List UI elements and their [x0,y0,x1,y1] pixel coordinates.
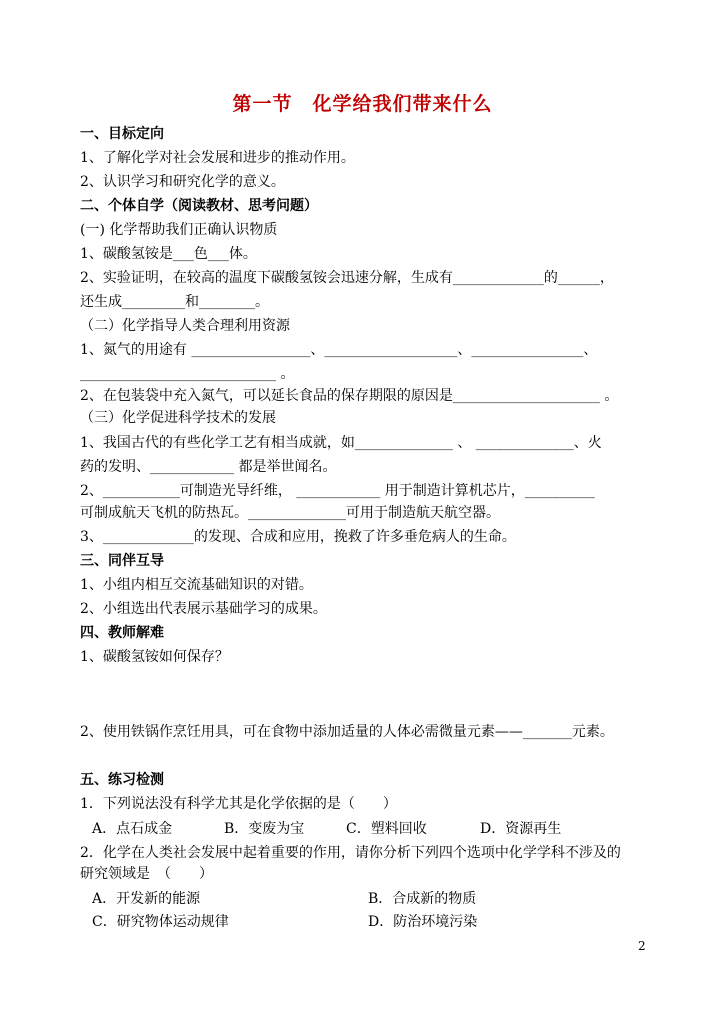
page-title: 第一节 化学给我们带来什么 [232,93,493,115]
peer-item-1: 1、小组内相互交流基础知识的对错。 [80,577,313,593]
option-d: D．防治环境污染 [368,914,478,930]
peer-item-2: 2、小组选出代表展示基础学习的成果。 [80,601,327,617]
question-line: 1、碳酸氢铵是___色___体。 [80,246,257,262]
question-line: 还生成_________和________。 [80,294,269,310]
question-line: 2、在包装袋中充入氮气，可以延长食品的保存期限的原因是_____________________ 。 [80,388,619,404]
goal-item-2: 2、认识学习和研究化学的意义。 [80,174,285,190]
option-d: D．资源再生 [480,821,562,837]
question-line: 1、我国古代的有些化学工艺有相当成就，如______________ 、 ______________、火 [80,435,602,451]
subsection-heading-3: （三）化学促进科学技术的发展 [80,410,276,426]
option-c: C．塑料回收 [346,821,427,837]
question-line: ____________________________ 。 [80,366,295,382]
option-b: B．变废为宝 [224,821,305,837]
question-line: 3、_____________的发现、合成和应用，挽救了许多垂危病人的生命。 [80,529,516,545]
question-line: 药的发明、____________ 都是举世闻名。 [80,459,337,475]
subsection-heading-1: (一) 化学帮助我们正确认识物质 [80,222,278,238]
question-line: 2、___________可制造光导纤维， ____________ 用于制造计算机芯片，__________ [80,483,595,499]
option-c: C．研究物体运动规律 [92,914,229,930]
goal-item-1: 1、了解化学对社会发展和进步的推动作用。 [80,150,355,166]
practice-question-1: 1．下列说法没有科学尤其是化学依据的是（ ） [80,796,397,812]
section-heading-self-study: 二、个体自学（阅读教材、思考问题） [80,198,318,214]
page-number: 2 [638,939,646,953]
question-line: 1、碳酸氢铵如何保存？ [80,649,229,665]
section-heading-practice: 五、练习检测 [80,772,164,788]
subsection-heading-2: （二）化学指导人类合理利用资源 [80,318,290,334]
practice-question-2: 2．化学在人类社会发展中起着重要的作用，请你分析下列四个选项中化学学科不涉及的 [80,845,621,861]
section-heading-peer: 三、同伴互导 [80,553,164,569]
question-line: 2、使用铁锅作烹饪用具，可在食物中添加适量的人体必需微量元素——_______元素。 [80,724,614,740]
option-a: A．开发新的能源 [92,891,201,907]
practice-question-2-cont: 研究领域是 （ ） [80,866,213,882]
option-b: B．合成新的物质 [368,891,477,907]
section-heading-goals: 一、目标定向 [80,126,164,142]
question-line: 可制成航天飞机的防热瓦。______________可用于制造航天航空器。 [80,505,500,521]
section-heading-teacher: 四、教师解难 [80,625,164,641]
question-line: 1、氮气的用途有 _________________、___________________、________________、 [80,342,598,358]
option-a: A．点石成金 [92,821,173,837]
question-line: 2、实验证明，在较高的温度下碳酸氢铵会迅速分解，生成有_____________的______， [80,270,614,286]
